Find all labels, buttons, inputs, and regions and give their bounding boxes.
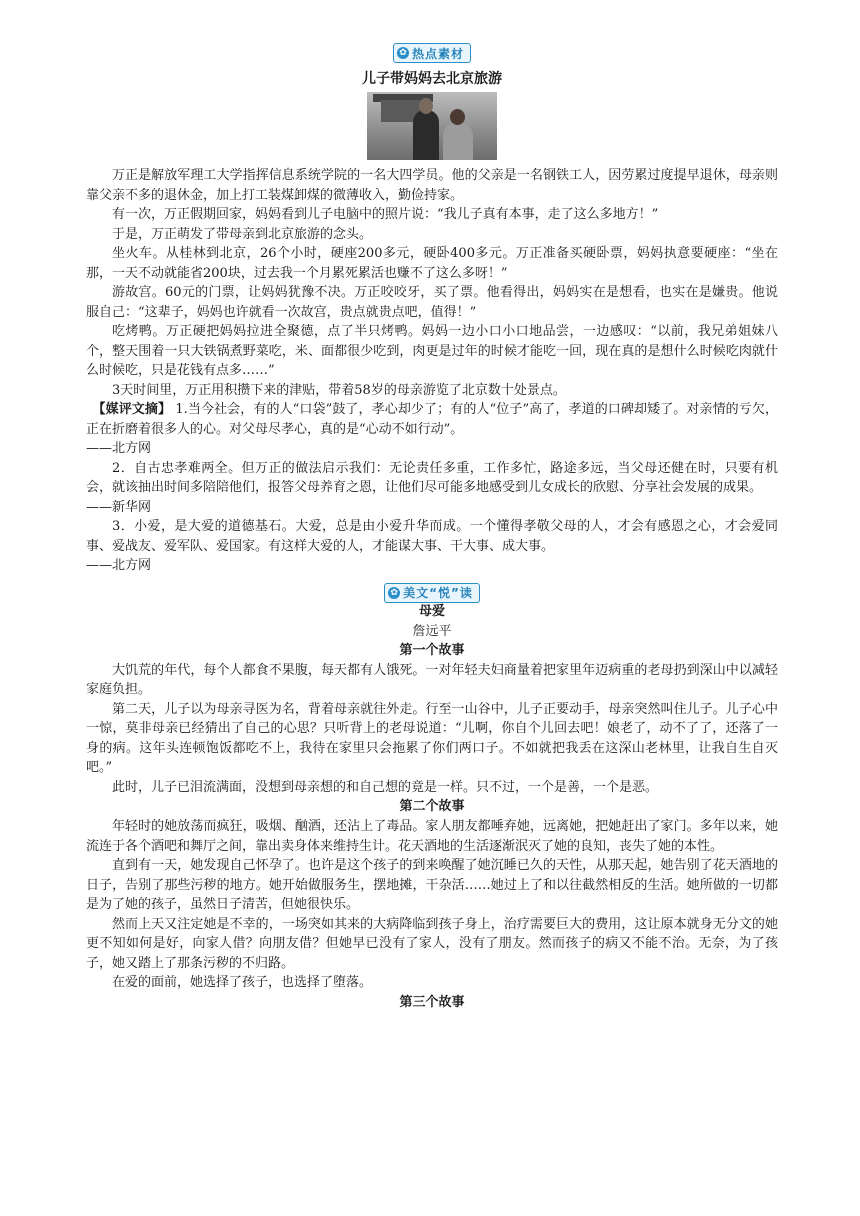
- mother-son-photo: [367, 92, 497, 160]
- review-source: ——北方网: [86, 441, 152, 456]
- paragraph: 游故宫。60元的门票，让妈妈犹豫不决。万正咬咬牙，买了票。他看得出，妈妈实在是想看，也实在是嫌贵。他说服自己：“这辈子，妈妈也许就看一次故宫，贵点就贵点吧，值得！”: [86, 285, 778, 320]
- essay-author: 詹远平: [412, 623, 452, 639]
- story-heading: 第一个故事: [399, 642, 465, 658]
- document-page: [86, 40, 778, 1013]
- paragraph: 此时，儿子已泪流满面，没想到母亲想的和自己想的竟是一样。只不过，一个是善，一个是恶。: [112, 779, 659, 795]
- reading-badge-row: [86, 580, 778, 602]
- paragraph: 在爱的面前，她选择了孩子，也选择了堕落。: [112, 975, 373, 990]
- hot-material-badge-row: [86, 40, 778, 62]
- review-text: 1.当今社会，有的人“口袋”鼓了，孝心却少了；有的人“位子”高了，孝道的口碑却矮了。对亲情的亏欠，正在折磨着很多人的心。对父母尽孝心，真的是“心动不如行动”。: [86, 402, 778, 437]
- article-title: 儿子带妈妈去北京旅游: [362, 71, 502, 87]
- review-paragraph: 3．小爱，是大爱的道德基石。大爱，总是由小爱升华而成。一个懂得孝敬父母的人，才会有感恩之心，才会爱同事、爱战友、爱军队、爱国家。有这样大爱的人，才能谋大事、干大事、成大事。: [86, 519, 778, 554]
- essay-title: 母爱: [418, 603, 445, 619]
- paragraph: 第二天，儿子以为母亲寻医为名，背着母亲就往外走。行至一山谷中，儿子正要动手，母亲突然叫住儿子。儿子心中一惊，莫非母亲已经猜出了自己的心思？只听背上的老母说道：“儿啊，你自个儿回去吧！娘老了，动不了了，还落了一身的病。这年头连顿饱饭都吃不上，我待在家里只会拖累了你们两口子。不如就把我丢在这深山老林里，让我自生自灭吧。”: [86, 701, 778, 775]
- paragraph: 3天时间里，万正用积攒下来的津贴，带着58岁的母亲游览了北京数十处景点。: [112, 382, 566, 398]
- review-paragraph: 2．自古忠孝难两全。但万正的做法启示我们：无论责任多重，工作多忙，路途多远，当父母还健在时，只要有机会，就该抽出时间多陪陪他们，报答父母养育之恩，让他们尽可能多地感受到儿女成长的欣慰、分享社会发展的成果。: [86, 460, 778, 495]
- paragraph: 于是，万正萌发了带母亲到北京旅游的念头。: [112, 226, 373, 242]
- paragraph: 万正是解放军理工大学指挥信息系统学院的一名大四学员。他的父亲是一名钢铁工人，因劳累过度提早退休，母亲则靠父亲不多的退休金，加上打工装煤卸煤的微薄收入，勤俭持家。: [86, 168, 778, 203]
- hot-material-badge: [393, 43, 471, 63]
- leaf-icon: ✿: [397, 47, 409, 59]
- review-paragraph: [86, 400, 778, 439]
- paragraph: 直到有一天，她发现自己怀孕了。也许是这个孩子的到来唤醒了她沉睡已久的天性，从那天起，她告别了花天酒地的日子，告别了那些污秽的地方。她开始做服务生，摆地摊，干杂活……她过上了和以往截然相反的生活。她所做的一切都是为了她的孩子，虽然日子清苦，但她很快乐。: [86, 858, 778, 912]
- badge-label: 美文“悦”读: [403, 586, 473, 600]
- review-label: 【媒评文摘】: [92, 402, 172, 417]
- review-source: ——新华网: [86, 499, 152, 515]
- paragraph: 大饥荒的年代，每个人都食不果腹，每天都有人饿死。一对年轻夫妇商量着把家里年迈病重的老母扔到深山中以减轻家庭负担。: [86, 662, 778, 697]
- paragraph: 坐火车。从桂林到北京，26个小时，硬座200多元，硬卧400多元。万正准备买硬卧票，妈妈执意要硬座：“坐在那，一天不动就能省200块，过去我一个月累死累活也赚不了这么多呀！”: [86, 246, 778, 281]
- leaf-icon: ✿: [388, 587, 400, 599]
- paragraph: 然而上天又注定她是不幸的，一场突如其来的大病降临到孩子身上，治疗需要巨大的费用，这让原本就身无分文的她更不知如何是好，向家人借？向朋友借？但她早已没有了家人，没有了朋友。然而孩子的病又不能不治。无奈，为了孩子，她又踏上了那条污秽的不归路。: [86, 916, 778, 971]
- photo-row: [86, 92, 778, 162]
- paragraph: 吃烤鸭。万正硬把妈妈拉进全聚德，点了半只烤鸭。妈妈一边小口小口地品尝，一边感叹：“以前，我兄弟姐妹八个，整天围着一只大铁锅煮野菜吃，米、面都很少吃到，肉更是过年的时候才能吃一回，现在真的是想什么时候吃肉就什么时候吃，只是花钱有点多……”: [86, 324, 778, 378]
- review-source: ——北方网: [86, 558, 152, 573]
- story-heading: 第三个故事: [399, 994, 465, 1010]
- paragraph: 年轻时的她放荡而疯狂，吸烟、酗酒，还沾上了毒品。家人朋友都唾弃她，远离她，把她赶出了家门。多年以来，她流连于各个酒吧和舞厅之间，靠出卖身体来维持生计。花天酒地的生活逐渐泯灭了她的良知，丧失了她的本性。: [86, 819, 778, 854]
- paragraph: 有一次，万正假期回家，妈妈看到儿子电脑中的照片说：“我儿子真有本事，走了这么多地方！”: [112, 207, 659, 222]
- story-heading: 第二个故事: [399, 799, 465, 814]
- badge-label: 热点素材: [411, 46, 464, 61]
- reading-badge: [384, 583, 480, 603]
